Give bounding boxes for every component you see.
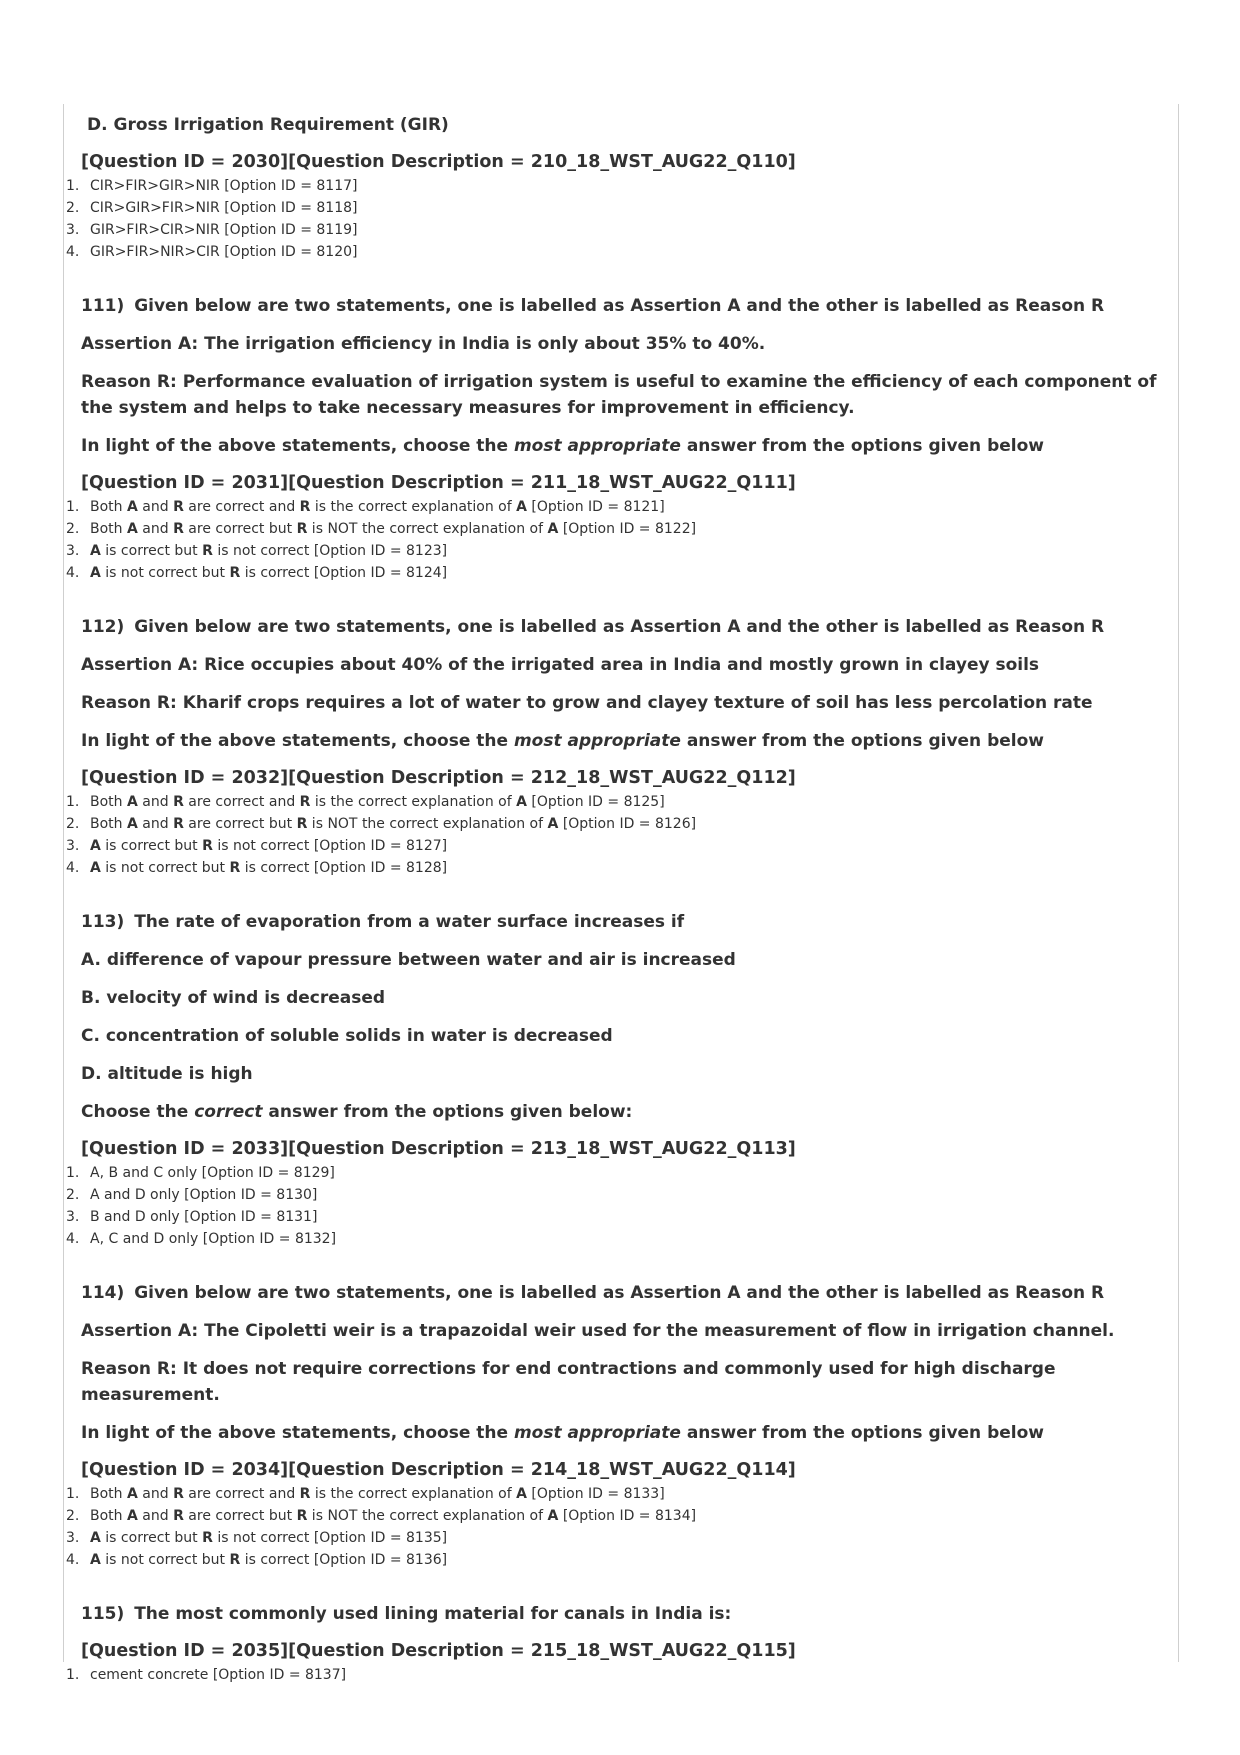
option-1: 1. Both A and R are correct and R is the correct explanation of A [Option ID = 8125] <box>66 794 665 810</box>
assertion-text: Assertion A: The irrigation efficiency in India is only about 35% to 40%. <box>81 334 766 354</box>
reason-text: Reason R: It does not require corrections for end contractions and commonly used for high discharge measurement. <box>81 1359 1056 1405</box>
option-4: 4. A is not correct but R is correct [Option ID = 8128] <box>66 860 448 876</box>
statement-b: B. velocity of wind is decreased <box>81 988 386 1008</box>
options-list <box>66 1483 1166 1571</box>
option-4: 4. A, C and D only [Option ID = 8132] <box>66 1231 337 1247</box>
option-3: 3. GIR>FIR>CIR>NIR [Option ID = 8119] <box>66 222 358 238</box>
question-115 <box>66 1601 1166 1686</box>
option-2: 2. Both A and R are correct but R is NOT the correct explanation of A [Option ID = 8126] <box>66 816 697 832</box>
option-1: 1. Both A and R are correct and R is the correct explanation of A [Option ID = 8133] <box>66 1486 665 1502</box>
question-112 <box>66 614 1166 879</box>
assertion-text: Assertion A: The Cipoletti weir is a trapazoidal weir used for the measurement of flow in irrigation channel. <box>81 1321 1115 1341</box>
question-id-line: [Question ID = 2033][Question Description = 213_18_WST_AUG22_Q113] <box>81 1139 796 1159</box>
option-2: 2. Both A and R are correct but R is NOT the correct explanation of A [Option ID = 8122] <box>66 521 697 537</box>
option-3: 3. A is correct but R is not correct [Option ID = 8123] <box>66 543 448 559</box>
question-paper-page <box>63 104 1179 1683</box>
option-4: 4. GIR>FIR>NIR>CIR [Option ID = 8120] <box>66 244 358 260</box>
instruction-text: In light of the above statements, choose the most appropriate answer from the options given below <box>81 1423 1044 1443</box>
option-2: 2. Both A and R are correct but R is NOT the correct explanation of A [Option ID = 8134] <box>66 1508 697 1524</box>
option-3: 3. A is correct but R is not correct [Option ID = 8135] <box>66 1530 448 1546</box>
question-id-line: [Question ID = 2031][Question Description = 211_18_WST_AUG22_Q111] <box>81 473 796 493</box>
statement-a: A. difference of vapour pressure between water and air is increased <box>81 950 736 970</box>
option-4: 4. A is not correct but R is correct [Option ID = 8136] <box>66 1552 448 1568</box>
option-1: 1. cement concrete [Option ID = 8137] <box>66 1667 347 1683</box>
option-1: 1. A, B and C only [Option ID = 8129] <box>66 1165 335 1181</box>
option-1: 1. Both A and R are correct and R is the correct explanation of A [Option ID = 8121] <box>66 499 665 515</box>
options-list <box>66 791 1166 879</box>
assertion-text: Assertion A: Rice occupies about 40% of the irrigated area in India and mostly grown in clayey soils <box>81 655 1040 675</box>
question-113 <box>66 909 1166 1250</box>
question-id-line: [Question ID = 2035][Question Description = 215_18_WST_AUG22_Q115] <box>81 1641 796 1661</box>
instruction-text: Choose the correct answer from the options given below: <box>81 1102 633 1122</box>
question-id-line: [Question ID = 2030][Question Description = 210_18_WST_AUG22_Q110] <box>81 152 796 172</box>
question-111 <box>66 293 1166 584</box>
reason-text: Reason R: Performance evaluation of irrigation system is useful to examine the efficiency of each component of the system and helps to take necessary measures for improvement in efficiency. <box>81 372 1157 418</box>
options-list <box>66 496 1166 584</box>
option-2: 2. CIR>GIR>FIR>NIR [Option ID = 8118] <box>66 200 358 216</box>
options-list <box>66 175 1166 263</box>
question-stem: 112) Given below are two statements, one is labelled as Assertion A and the other is labelled as Reason R <box>81 617 1105 637</box>
question-stem: 114) Given below are two statements, one is labelled as Assertion A and the other is labelled as Reason R <box>81 1283 1105 1303</box>
item-d-text: D. Gross Irrigation Requirement (GIR) <box>87 115 449 135</box>
question-stem: 113) The rate of evaporation from a water surface increases if <box>81 912 685 932</box>
option-4: 4. A is not correct but R is correct [Option ID = 8124] <box>66 565 448 581</box>
question-stem: 115) The most commonly used lining material for canals in India is: <box>81 1604 732 1624</box>
instruction-text: In light of the above statements, choose the most appropriate answer from the options given below <box>81 436 1044 456</box>
option-1: 1. CIR>FIR>GIR>NIR [Option ID = 8117] <box>66 178 358 194</box>
question-id-line: [Question ID = 2034][Question Description = 214_18_WST_AUG22_Q114] <box>81 1460 796 1480</box>
option-2: 2. A and D only [Option ID = 8130] <box>66 1187 318 1203</box>
options-list <box>66 1664 1166 1686</box>
question-stem: 111) Given below are two statements, one is labelled as Assertion A and the other is labelled as Reason R <box>81 296 1105 316</box>
option-3: 3. B and D only [Option ID = 8131] <box>66 1209 318 1225</box>
statement-c: C. concentration of soluble solids in water is decreased <box>81 1026 613 1046</box>
reason-text: Reason R: Kharif crops requires a lot of water to grow and clayey texture of soil has less percolation rate <box>81 693 1093 713</box>
statement-d: D. altitude is high <box>81 1064 253 1084</box>
options-list <box>66 1162 1166 1250</box>
question-id-line: [Question ID = 2032][Question Description = 212_18_WST_AUG22_Q112] <box>81 768 796 788</box>
instruction-text: In light of the above statements, choose the most appropriate answer from the options given below <box>81 731 1044 751</box>
option-3: 3. A is correct but R is not correct [Option ID = 8127] <box>66 838 448 854</box>
question-114 <box>66 1280 1166 1571</box>
question-110-tail <box>66 112 1166 263</box>
page-content <box>66 112 1166 1716</box>
